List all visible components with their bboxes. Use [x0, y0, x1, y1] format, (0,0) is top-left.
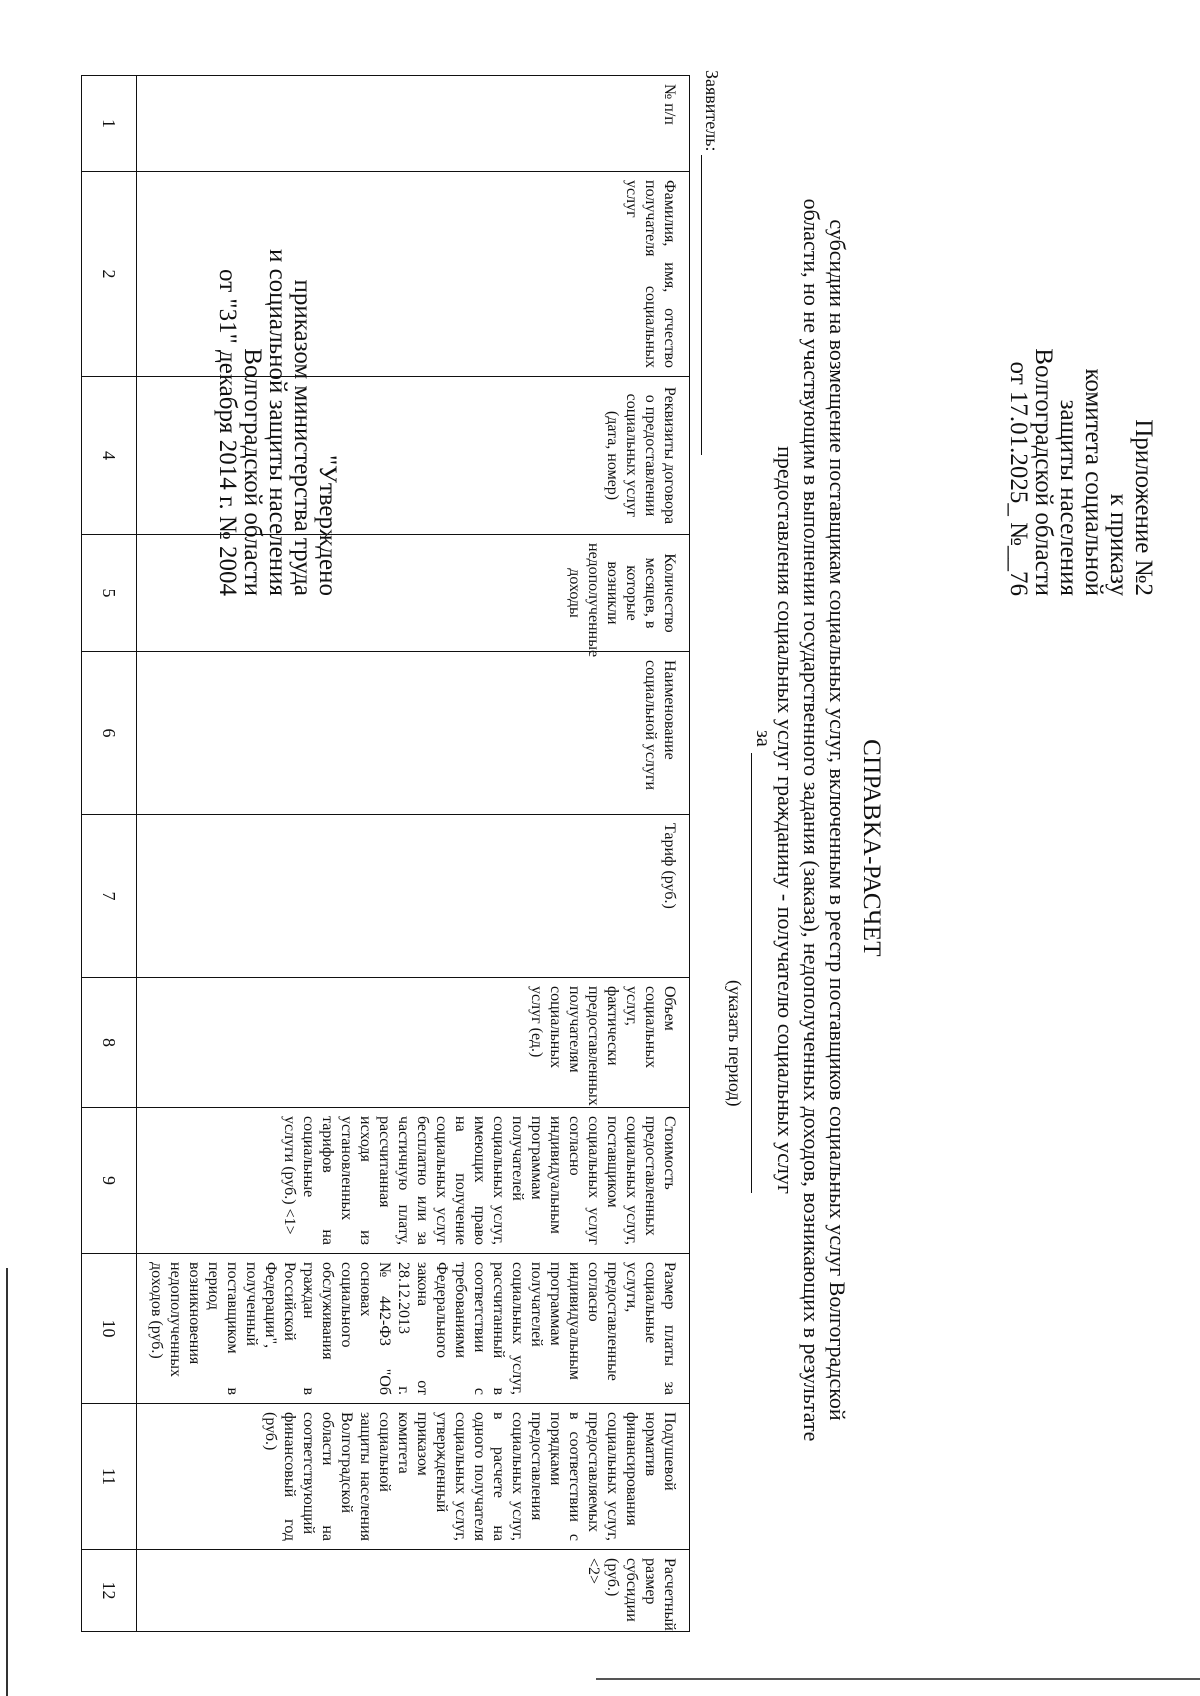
approved-header-line: Волгоградской области — [239, 348, 266, 596]
period-blank — [751, 753, 772, 1193]
column-header: Количество месяцев, в которые возникли недополученные доходы — [137, 535, 690, 652]
applicant-label: Заявитель: — [702, 70, 722, 152]
approval-header-line: Приложение №2 — [1130, 419, 1157, 596]
approved-header-line: и социальной защиты населения — [264, 248, 291, 596]
column-header: Наименование социальной услуги — [137, 652, 690, 815]
table-header-row — [137, 76, 690, 1632]
column-number: 9 — [82, 1108, 137, 1254]
document-title: СПРАВКА-РАСЧЕТ — [858, 739, 885, 957]
column-header: Фамилия, имя, отчество получателя социальных услуг — [137, 172, 690, 377]
approval-header-line: защиты населения — [1055, 399, 1082, 596]
column-number: 11 — [82, 1404, 137, 1550]
approval-header — [1006, 348, 1156, 596]
approved-header-line: приказом министерства труда — [289, 279, 316, 596]
approved-header-line: от "31" декабря 2014 г. № 2004 — [214, 269, 241, 596]
column-header: № п/п — [137, 76, 690, 172]
approval-header-line: Волгоградской области — [1030, 348, 1057, 596]
column-number: 5 — [82, 535, 137, 652]
column-number: 10 — [82, 1254, 137, 1404]
applicant-line — [701, 70, 722, 455]
column-number: 2 — [82, 172, 137, 377]
column-header: Стоимость предоставленных социальных услуг, поставщиком социальных услуг согласно индивидуальным программам получателей социальных услуг, имеющих право на получение социальных услуг бесплатно или за частичную плату, рассчитанная исходя из установленных тарифов на социальные услуги (руб.) <1> — [137, 1108, 690, 1254]
document-subtitle: субсидии на возмещение поставщикам социальных услуг, включенным в реестр поставщиков социальных услуг Волгоградской области, но не участвующим в выполнении государственного задания (заказа), недополученных доходов, возникающих в результате предоставления социальных услуг гражданину - получателю социальных услуг — [773, 198, 850, 1442]
column-header: Размер платы за социальные услуги, предоставленные согласно индивидуальным программам получателей социальных услуг, рассчитанный в соответствии с требованиями Федерального закона от 28.12.2013 г. №442-ФЗ "Об основах социального обслуживания граждан в Российской Федерации", полученный поставщиком в период возникновения недополученных доходов (руб.) — [137, 1254, 690, 1404]
calculation-table — [81, 75, 690, 1632]
column-number: 8 — [82, 978, 137, 1108]
column-header: Подушевой норматив финансирования социальных услуг, предоставляемых в соответствии с порядками предоставления социальных услуг, в расчете на одного получателя социальных услуг, утвержденный приказом комитета социальной защиты населения Волгоградской области на соответствующий финансовый год (руб.) — [137, 1404, 690, 1550]
table-number-row — [82, 76, 137, 1632]
column-header: Тариф (руб.) — [137, 815, 690, 978]
column-header: Объем социальных услуг, фактически предоставленных получателям социальных услуг (ед.) — [137, 978, 690, 1108]
column-number: 7 — [82, 815, 137, 978]
period-hint: (указать период) — [725, 980, 745, 1107]
period-prefix: за — [752, 730, 774, 747]
approval-header-line: комитета социальной — [1080, 368, 1107, 596]
approved-header-line: "Утверждено — [314, 454, 341, 596]
approval-header-line: от 17.01.2025_ №__76 — [1005, 361, 1032, 596]
approval-header-line: к приказу — [1105, 493, 1132, 596]
column-header: Реквизиты договора о предоставлении социальных услуг (дата, номер) — [137, 377, 690, 535]
column-number: 1 — [82, 76, 137, 172]
column-header: Расчетный размер субсидии (руб.) <2> — [137, 1550, 690, 1632]
applicant-blank — [701, 155, 720, 455]
period-line — [751, 730, 774, 1193]
column-number: 12 — [82, 1550, 137, 1632]
column-number: 4 — [82, 377, 137, 535]
column-number: 6 — [82, 652, 137, 815]
